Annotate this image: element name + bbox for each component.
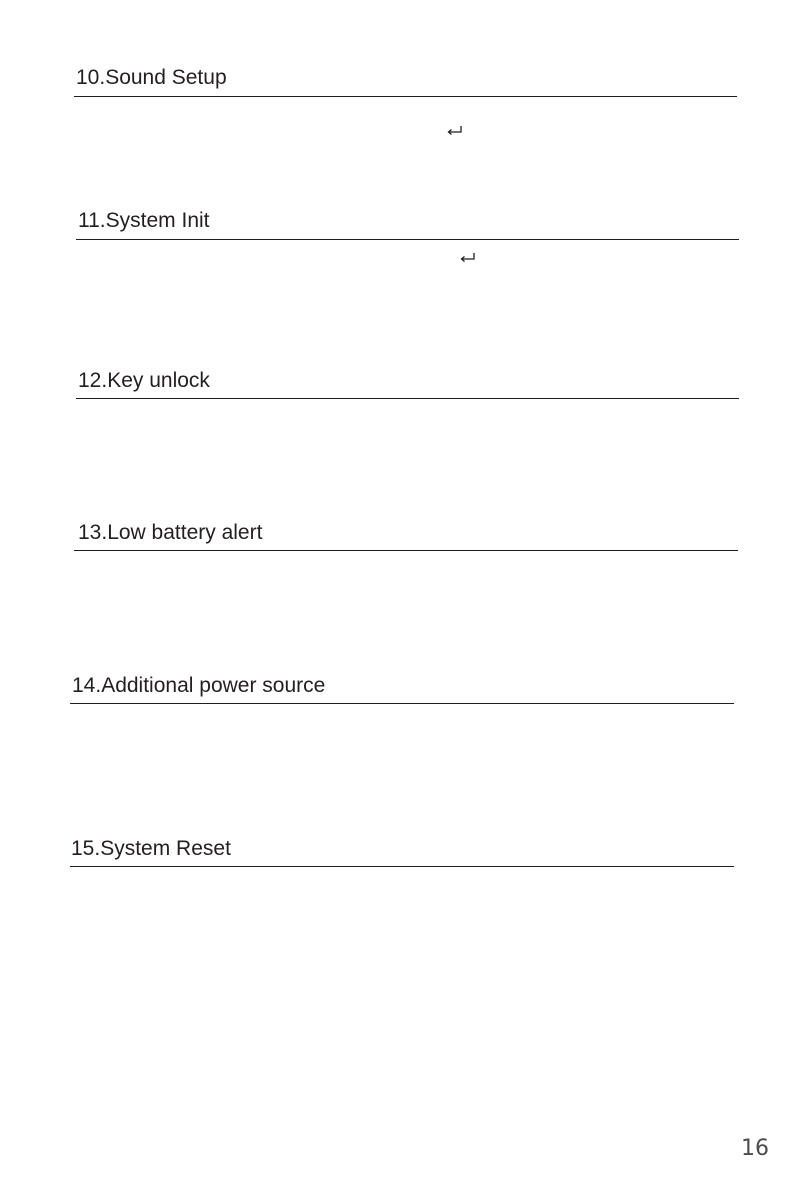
section-heading-sound-setup: 10.Sound Setup	[76, 66, 227, 89]
section-heading-additional-power-source: 14.Additional power source	[72, 674, 326, 697]
page-number: 16	[741, 1136, 769, 1161]
enter-icon	[447, 126, 463, 136]
section-heading-system-reset: 15.System Reset	[71, 837, 231, 860]
section-heading-low-battery-alert: 13.Low battery alert	[78, 521, 263, 544]
enter-icon	[460, 253, 476, 263]
section-divider	[74, 96, 737, 97]
section-heading-key-unlock: 12.Key unlock	[78, 369, 210, 392]
section-divider	[74, 550, 738, 551]
section-divider	[70, 703, 734, 704]
section-divider	[76, 398, 739, 399]
section-divider	[70, 866, 734, 867]
section-heading-system-init: 11.System Init	[78, 209, 210, 232]
section-divider	[76, 239, 739, 240]
